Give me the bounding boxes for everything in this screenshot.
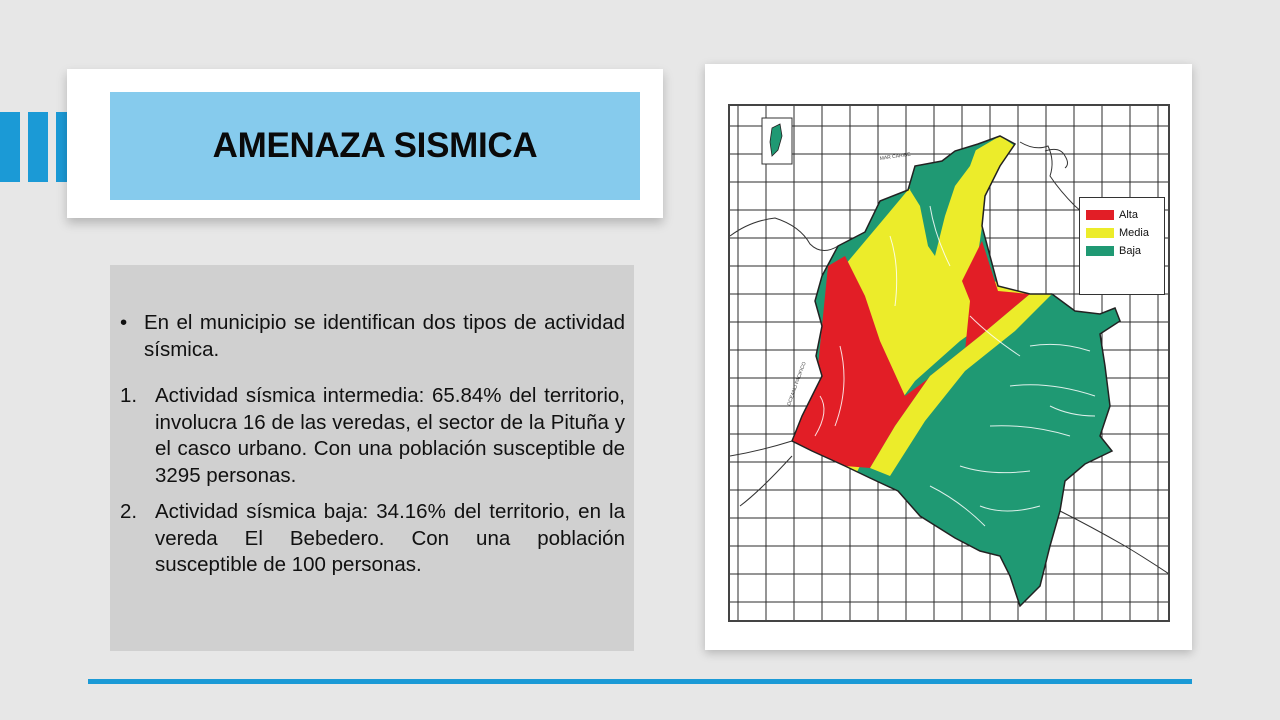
numbered-item-1 [120, 383, 625, 489]
title-card [67, 69, 663, 218]
item-number: 2. [120, 500, 138, 523]
accent-bar-2 [28, 112, 48, 182]
legend-item-media [1086, 224, 1158, 242]
text-panel [110, 265, 634, 651]
map-legend [1079, 197, 1165, 295]
legend-label: Alta [1119, 209, 1138, 221]
inset-map [762, 118, 792, 164]
item-number: 1. [120, 384, 138, 407]
item-text: Actividad sísmica intermedia: 65.84% del territorio, involucra 16 de las veredas, el sector de la Pituña y el casco urbano. Con una población susceptible de 3295 personas. [155, 384, 625, 487]
legend-label: Media [1119, 227, 1149, 239]
numbered-item-2 [120, 499, 625, 579]
item-text: Actividad sísmica baja: 34.16% del territorio, en la vereda El Bebedero. Con una población susceptible de 100 personas. [155, 500, 625, 576]
bullet-text: En el municipio se identifican dos tipos de actividad sísmica. [144, 311, 625, 361]
slide-title: AMENAZA SISMICA [212, 126, 538, 165]
accent-bar-1 [0, 112, 20, 182]
legend-swatch-media [1086, 228, 1114, 238]
legend-swatch-baja [1086, 246, 1114, 256]
accent-bar-3 [56, 112, 67, 182]
bottom-accent-line [88, 679, 1192, 684]
svg-text:MAR CARIBE: MAR CARIBE [879, 151, 912, 162]
colombia-map-graphic [730, 106, 1170, 622]
legend-label: Baja [1119, 245, 1142, 257]
legend-item-baja [1086, 242, 1158, 260]
map-card [705, 64, 1192, 650]
legend-item-alta [1086, 206, 1158, 224]
svg-text:OCEANO PACIFICO: OCEANO PACIFICO [786, 361, 808, 407]
legend-swatch-alta [1086, 210, 1114, 220]
title-box [110, 92, 640, 200]
text-content [120, 310, 625, 589]
bullet-marker: • [120, 311, 128, 334]
bullet-item [120, 310, 625, 363]
seismic-hazard-map [728, 104, 1170, 622]
